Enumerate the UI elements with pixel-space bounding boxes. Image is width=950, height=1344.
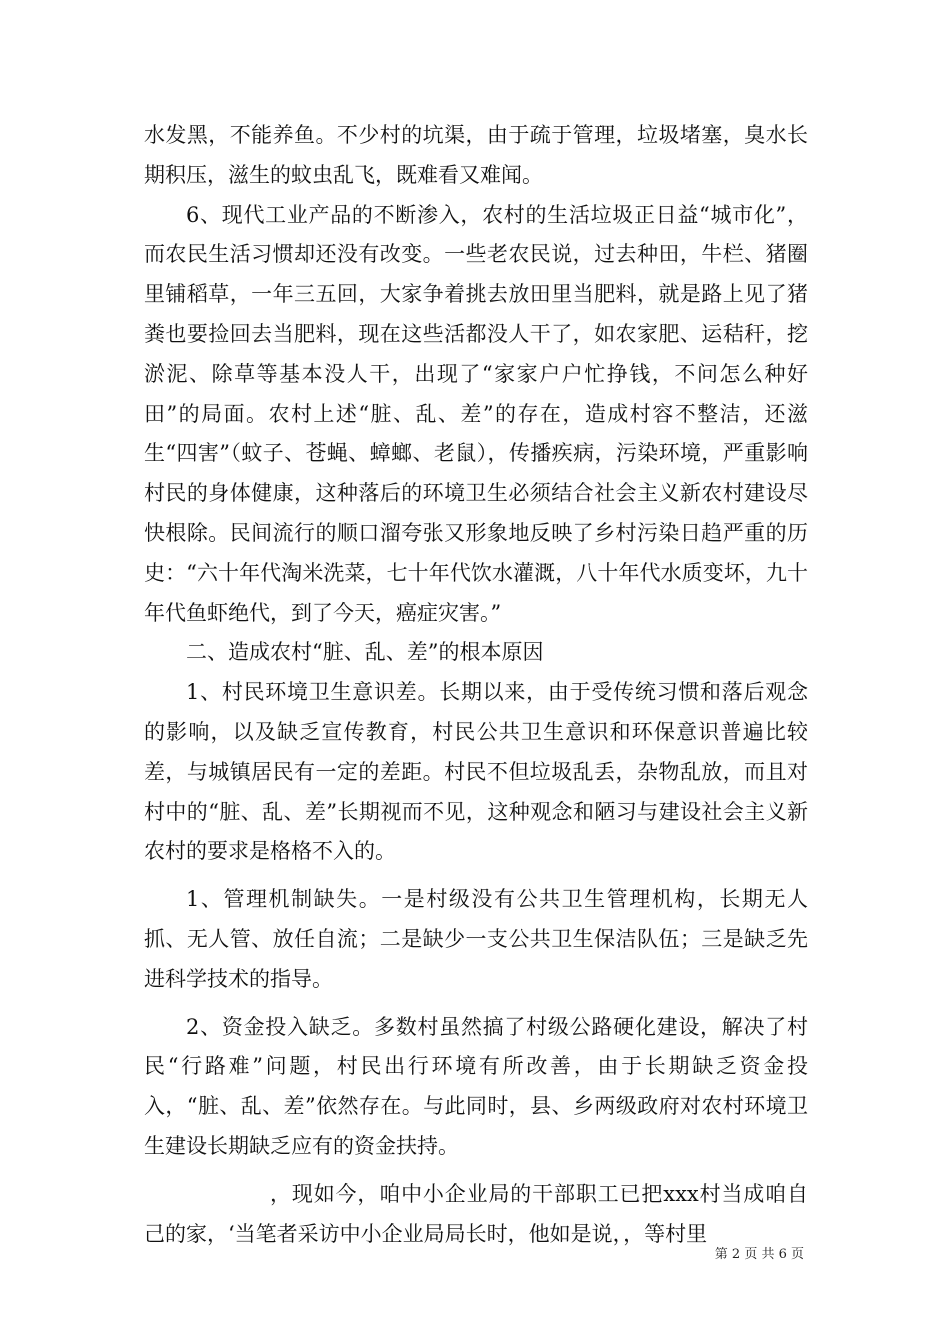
document-body bbox=[144, 116, 808, 1254]
paragraph: ，现如今，咱中小企业局的干部职工已把xxx村当成咱自己的家，‘当笔者采访中小企业局局长时，他如是说，，等村里 bbox=[144, 1181, 808, 1246]
paragraph: 2、资金投入缺乏。多数村虽然搞了村级公路硬化建设，解决了村民“行路难”问题，村民出行环境有所改善，由于长期缺乏资金投入，“脏、乱、差”依然存在。与此同时，县、乡两级政府对农村环境卫生建设长期缺乏应有的资金扶持。 bbox=[144, 1014, 808, 1158]
page-number: 第 2 页 共 6 页 bbox=[714, 1247, 804, 1262]
paragraph: 1、村民环境卫生意识差。长期以来，由于受传统习惯和落后观念的影响，以及缺乏宣传教育，村民公共卫生意识和环保意识普遍比较差，与城镇居民有一定的差距。村民不但垃圾乱丢，杂物乱放，而且对村中的“脏、乱、差”长期视而不见，这种观念和陋习与建设社会主义新农村的要求是格格不入的。 bbox=[144, 680, 808, 864]
paragraph: 1、管理机制缺失。一是村级没有公共卫生管理机构，长期无人抓、无人管、放任自流；二是缺少一支公共卫生保洁队伍；三是缺乏先进科学技术的指导。 bbox=[144, 887, 808, 991]
paragraph: 6、现代工业产品的不断渗入，农村的生活垃圾正日益“城市化”，而农民生活习惯却还没有改变。一些老农民说，过去种田，牛栏、猪圈里铺稻草，一年三五回，大家争着挑去放田里当肥料，就是路上见了猪粪也要捡回去当肥料，现在这些活都没人干了，如农家肥、运秸秆，挖淤泥、除草等基本没人干，出现了“家家户户忙挣钱，不问怎么种好田”的局面。农村上述“脏、乱、差”的存在，造成村容不整洁，还滋生“四害”（蚊子、苍蝇、蟑螂、老鼠），传播疾病，污染环境，严重影响村民的身体健康，这种落后的环境卫生必须结合社会主义新农村建设尽快根除。民间流行的顺口溜夸张又形象地反映了乡村污染日趋严重的历史：“六十年代淘米洗菜，七十年代饮水灌溉，八十年代水质变坏，九十年代鱼虾绝代，到了今天，癌症灾害。” bbox=[144, 202, 808, 625]
section-heading: 二、造成农村“脏、乱、差”的根本原因 bbox=[186, 640, 544, 665]
paragraph: 水发黑，不能养鱼。不少村的坑渠，由于疏于管理，垃圾堵塞，臭水长期积压，滋生的蚊虫乱飞，既难看又难闻。 bbox=[144, 123, 808, 187]
